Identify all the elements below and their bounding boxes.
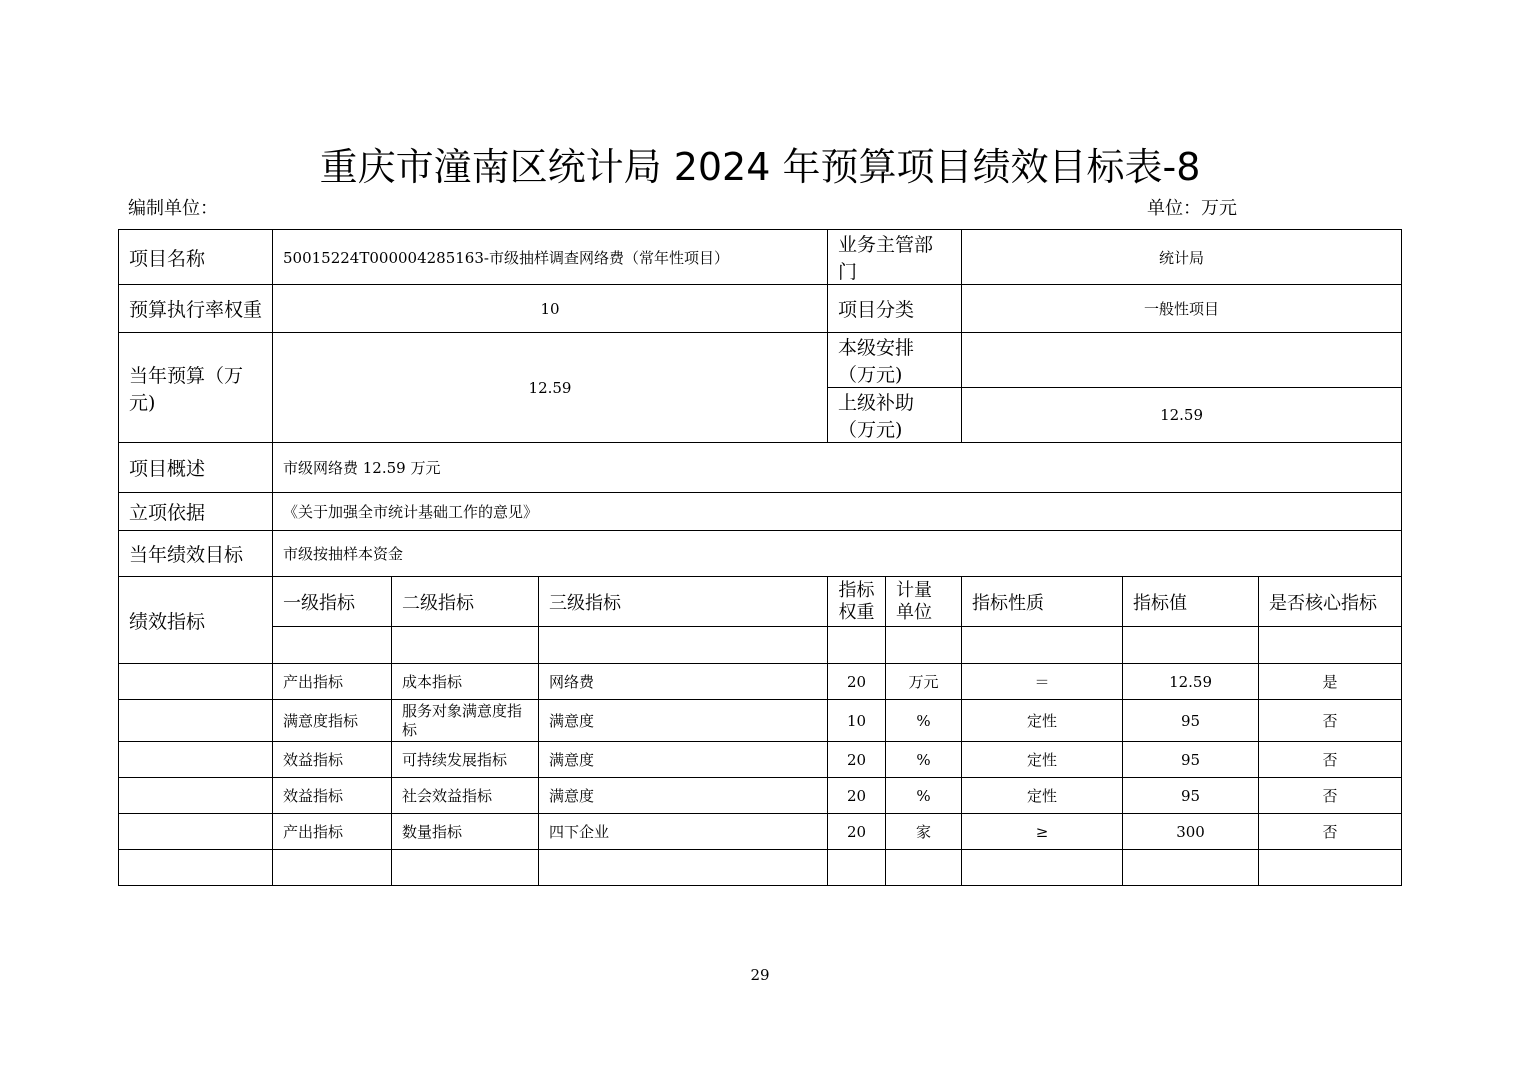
indicator-core: 否	[1259, 778, 1402, 814]
indicator-level3: 网络费	[539, 664, 828, 700]
upper-value: 12.59	[962, 388, 1402, 443]
overview-label: 项目概述	[119, 443, 273, 493]
blank-cell	[1259, 850, 1402, 886]
blank-cell	[539, 627, 828, 664]
dept-value: 统计局	[962, 230, 1402, 285]
indicator-value: 12.59	[1123, 664, 1259, 700]
indicator-unit: 万元	[886, 664, 962, 700]
empty-label-cell	[119, 778, 273, 814]
blank-cell	[962, 627, 1123, 664]
row-goal	[119, 531, 1402, 577]
blank-cell	[392, 850, 539, 886]
blank-cell	[273, 850, 392, 886]
indicator-weight: 20	[828, 778, 886, 814]
indicator-level3: 四下企业	[539, 814, 828, 850]
indicator-nature: 定性	[962, 742, 1123, 778]
category-label: 项目分类	[828, 285, 962, 333]
blank-cell	[886, 627, 962, 664]
indicator-unit: %	[886, 742, 962, 778]
blank-cell	[1123, 627, 1259, 664]
indicator-nature: 定性	[962, 700, 1123, 742]
empty-label-cell	[119, 700, 273, 742]
header-value: 指标值	[1123, 577, 1259, 627]
blank-cell	[1123, 850, 1259, 886]
exec-weight-label: 预算执行率权重	[119, 285, 273, 333]
row-exec-weight	[119, 285, 1402, 333]
indicator-value: 95	[1123, 778, 1259, 814]
goal-value: 市级按抽样本资金	[273, 531, 1402, 577]
row-project-name	[119, 230, 1402, 285]
header-unit-line1: 计量	[896, 579, 933, 601]
indicator-unit: %	[886, 700, 962, 742]
indicator-weight: 10	[828, 700, 886, 742]
blank-cell	[828, 627, 886, 664]
blank-cell	[273, 627, 392, 664]
indicator-value: 95	[1123, 700, 1259, 742]
header-core: 是否核心指标	[1259, 577, 1402, 627]
indicator-level3: 满意度	[539, 742, 828, 778]
local-label: 本级安排（万元)	[828, 333, 962, 388]
indicator-weight: 20	[828, 664, 886, 700]
header-level2: 二级指标	[392, 577, 539, 627]
indicator-row	[119, 742, 1402, 778]
project-name-label: 项目名称	[119, 230, 273, 285]
indicator-row	[119, 664, 1402, 700]
blank-cell	[539, 850, 828, 886]
indicator-level1: 产出指标	[273, 664, 392, 700]
empty-label-cell	[119, 742, 273, 778]
indicator-level3: 满意度	[539, 778, 828, 814]
indicator-core: 否	[1259, 814, 1402, 850]
indicator-nature: ＝	[962, 664, 1123, 700]
indicator-level1: 效益指标	[273, 742, 392, 778]
unit-label: 单位：万元	[1147, 198, 1237, 219]
indicator-header-row	[119, 577, 1402, 627]
page-number: 29	[750, 966, 770, 984]
header-weight-line1: 指标	[838, 579, 875, 601]
indicator-level2: 服务对象满意度指标	[392, 700, 539, 742]
header-unit	[886, 577, 962, 627]
indicator-level1: 效益指标	[273, 778, 392, 814]
indicator-nature: ≥	[962, 814, 1123, 850]
header-weight-line2: 权重	[838, 601, 875, 623]
header-level1: 一级指标	[273, 577, 392, 627]
header-unit-line2: 单位	[896, 601, 933, 623]
indicator-value: 95	[1123, 742, 1259, 778]
header-level3: 三级指标	[539, 577, 828, 627]
indicator-unit: 家	[886, 814, 962, 850]
row-overview	[119, 443, 1402, 493]
upper-label: 上级补助（万元)	[828, 388, 962, 443]
indicator-level2: 成本指标	[392, 664, 539, 700]
indicator-nature: 定性	[962, 778, 1123, 814]
indicator-row	[119, 778, 1402, 814]
indicator-level2: 可持续发展指标	[392, 742, 539, 778]
blank-cell	[119, 850, 273, 886]
header-weight	[828, 577, 886, 627]
overview-value: 市级网络费 12.59 万元	[273, 443, 1402, 493]
indicators-label: 绩效指标	[119, 577, 273, 664]
project-name-value: 50015224T000004285163-市级抽样调查网络费（常年性项目）	[273, 230, 828, 285]
indicator-weight: 20	[828, 742, 886, 778]
blank-cell	[886, 850, 962, 886]
indicator-empty-row	[119, 850, 1402, 886]
dept-label: 业务主管部门	[828, 230, 962, 285]
prepared-by-label: 编制单位：	[128, 198, 218, 219]
document-title: 重庆市潼南区统计局 2024 年预算项目绩效目标表-8	[319, 145, 1201, 189]
basis-value: 《关于加强全市统计基础工作的意见》	[273, 493, 1402, 531]
indicator-weight: 20	[828, 814, 886, 850]
indicator-level1: 产出指标	[273, 814, 392, 850]
goal-label: 当年绩效目标	[119, 531, 273, 577]
indicator-level2: 社会效益指标	[392, 778, 539, 814]
category-value: 一般性项目	[962, 285, 1402, 333]
indicator-value: 300	[1123, 814, 1259, 850]
budget-label: 当年预算（万元)	[119, 333, 273, 443]
budget-value: 12.59	[273, 333, 828, 443]
indicator-row	[119, 700, 1402, 742]
indicator-row	[119, 814, 1402, 850]
local-value	[962, 333, 1402, 388]
blank-cell	[392, 627, 539, 664]
indicator-core: 否	[1259, 742, 1402, 778]
header-nature: 指标性质	[962, 577, 1123, 627]
performance-target-table	[118, 229, 1402, 886]
empty-label-cell	[119, 814, 273, 850]
indicator-blank-row	[119, 627, 1402, 664]
indicator-level2: 数量指标	[392, 814, 539, 850]
indicator-unit: %	[886, 778, 962, 814]
blank-cell	[1259, 627, 1402, 664]
indicator-level1: 满意度指标	[273, 700, 392, 742]
exec-weight-value: 10	[273, 285, 828, 333]
indicator-core: 是	[1259, 664, 1402, 700]
empty-label-cell	[119, 664, 273, 700]
row-basis	[119, 493, 1402, 531]
indicator-core: 否	[1259, 700, 1402, 742]
row-budget-local	[119, 333, 1402, 388]
blank-cell	[828, 850, 886, 886]
blank-cell	[962, 850, 1123, 886]
basis-label: 立项依据	[119, 493, 273, 531]
indicator-level3: 满意度	[539, 700, 828, 742]
